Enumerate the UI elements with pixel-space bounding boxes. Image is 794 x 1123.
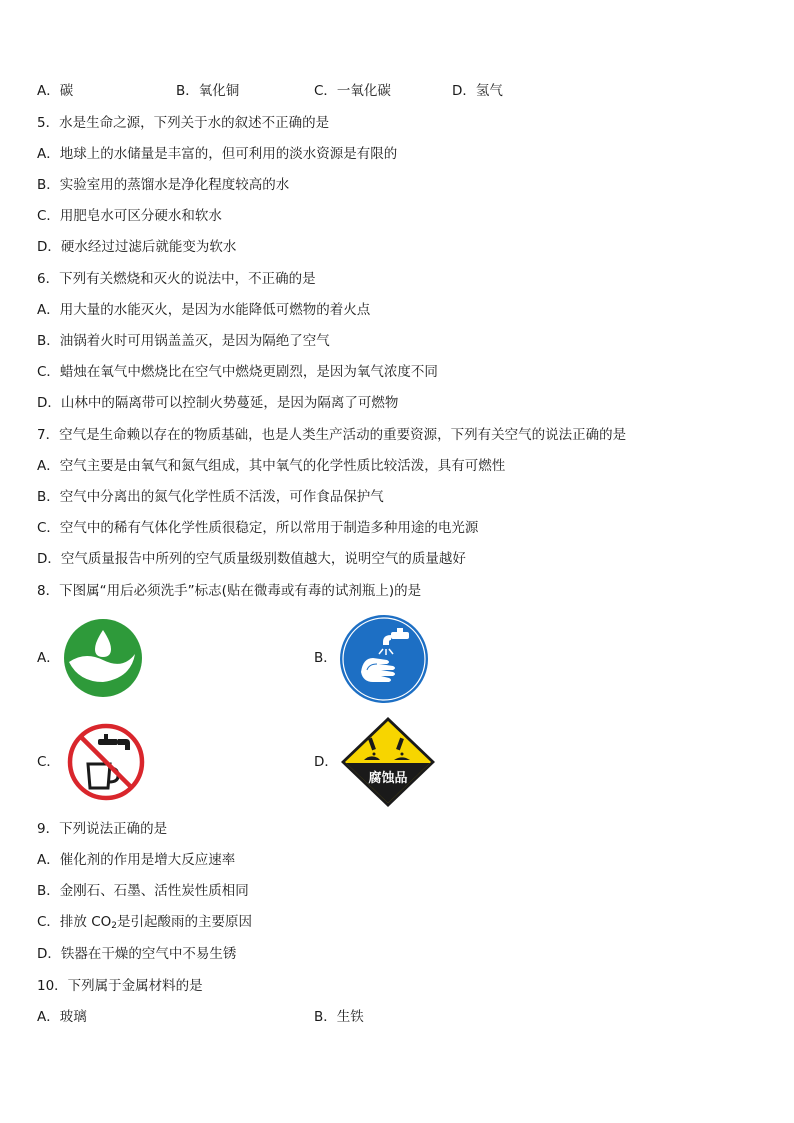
q7-option-b: B．空气中分离出的氮气化学性质不活泼，可作食品保护气 (37, 489, 384, 505)
q9-option-a: A．催化剂的作用是增大反应速率 (37, 852, 236, 868)
q10-stem: 10．下列属于金属材料的是 (37, 978, 203, 994)
q9-option-c-prefix: C．排放 CO (37, 914, 112, 930)
q8-stem: 8．下图属“用后必须洗手”标志(贴在微毒或有毒的试剂瓶上)的是 (37, 583, 422, 599)
q10-option-b: B．生铁 (314, 1009, 364, 1025)
q6-option-b: B．油锅着火时可用锅盖盖灭，是因为隔绝了空气 (37, 333, 330, 349)
no-drinking-water-icon (66, 722, 146, 802)
q9-stem: 9．下列说法正确的是 (37, 821, 168, 837)
q10-option-a: A．玻璃 (37, 1009, 87, 1025)
q8-option-a-label: A． (37, 650, 60, 666)
q7-option-d: D．空气质量报告中所列的空气质量级别数值越大，说明空气的质量越好 (37, 551, 466, 567)
q9-option-b: B．金刚石、石墨、活性炭性质相同 (37, 883, 249, 899)
water-drop-icon (63, 618, 143, 698)
q4-option-b: B．氧化铜 (176, 83, 240, 99)
q4-option-a: A．碳 (37, 83, 74, 99)
q8-option-b-label: B． (314, 650, 337, 666)
q8-option-d-label: D． (314, 754, 338, 770)
q4-option-d: D．氢气 (452, 83, 503, 99)
q5-option-b: B．实验室用的蒸馏水是净化程度较高的水 (37, 177, 290, 193)
wash-hands-icon (339, 614, 429, 704)
q9-option-c (37, 913, 252, 935)
q4-option-c: C．一氧化碳 (314, 83, 391, 99)
q6-option-c: C．蜡烛在氧气中燃烧比在空气中燃烧更剧烈，是因为氧气浓度不同 (37, 364, 438, 380)
corrosive-icon (340, 716, 436, 808)
q7-option-a: A．空气主要是由氧气和氮气组成，其中氧气的化学性质比较活泼，具有可燃性 (37, 458, 506, 474)
corrosive-label: 腐蚀品 (368, 771, 408, 786)
q9-option-c-sub: 2 (111, 921, 118, 931)
q9-option-c-suffix: 是引起酸雨的主要原因 (117, 914, 253, 930)
q6-stem: 6．下列有关燃烧和灭火的说法中，不正确的是 (37, 271, 316, 287)
q5-stem: 5．水是生命之源，下列关于水的叙述不正确的是 (37, 115, 330, 131)
q8-option-c-label: C． (37, 754, 60, 770)
q5-option-c: C．用肥皂水可区分硬水和软水 (37, 208, 222, 224)
q6-option-a: A．用大量的水能灭火，是因为水能降低可燃物的着火点 (37, 302, 371, 318)
q9-option-d: D．铁器在干燥的空气中不易生锈 (37, 946, 237, 962)
q7-option-c: C．空气中的稀有气体化学性质很稳定，所以常用于制造多种用途的电光源 (37, 520, 479, 536)
q5-option-a: A．地球上的水储量是丰富的，但可利用的淡水资源是有限的 (37, 146, 398, 162)
q6-option-d: D．山林中的隔离带可以控制火势蔓延，是因为隔离了可燃物 (37, 395, 399, 411)
q5-option-d: D．硬水经过过滤后就能变为软水 (37, 239, 237, 255)
q7-stem: 7．空气是生命赖以存在的物质基础，也是人类生产活动的重要资源，下列有关空气的说法正确的是 (37, 427, 627, 443)
